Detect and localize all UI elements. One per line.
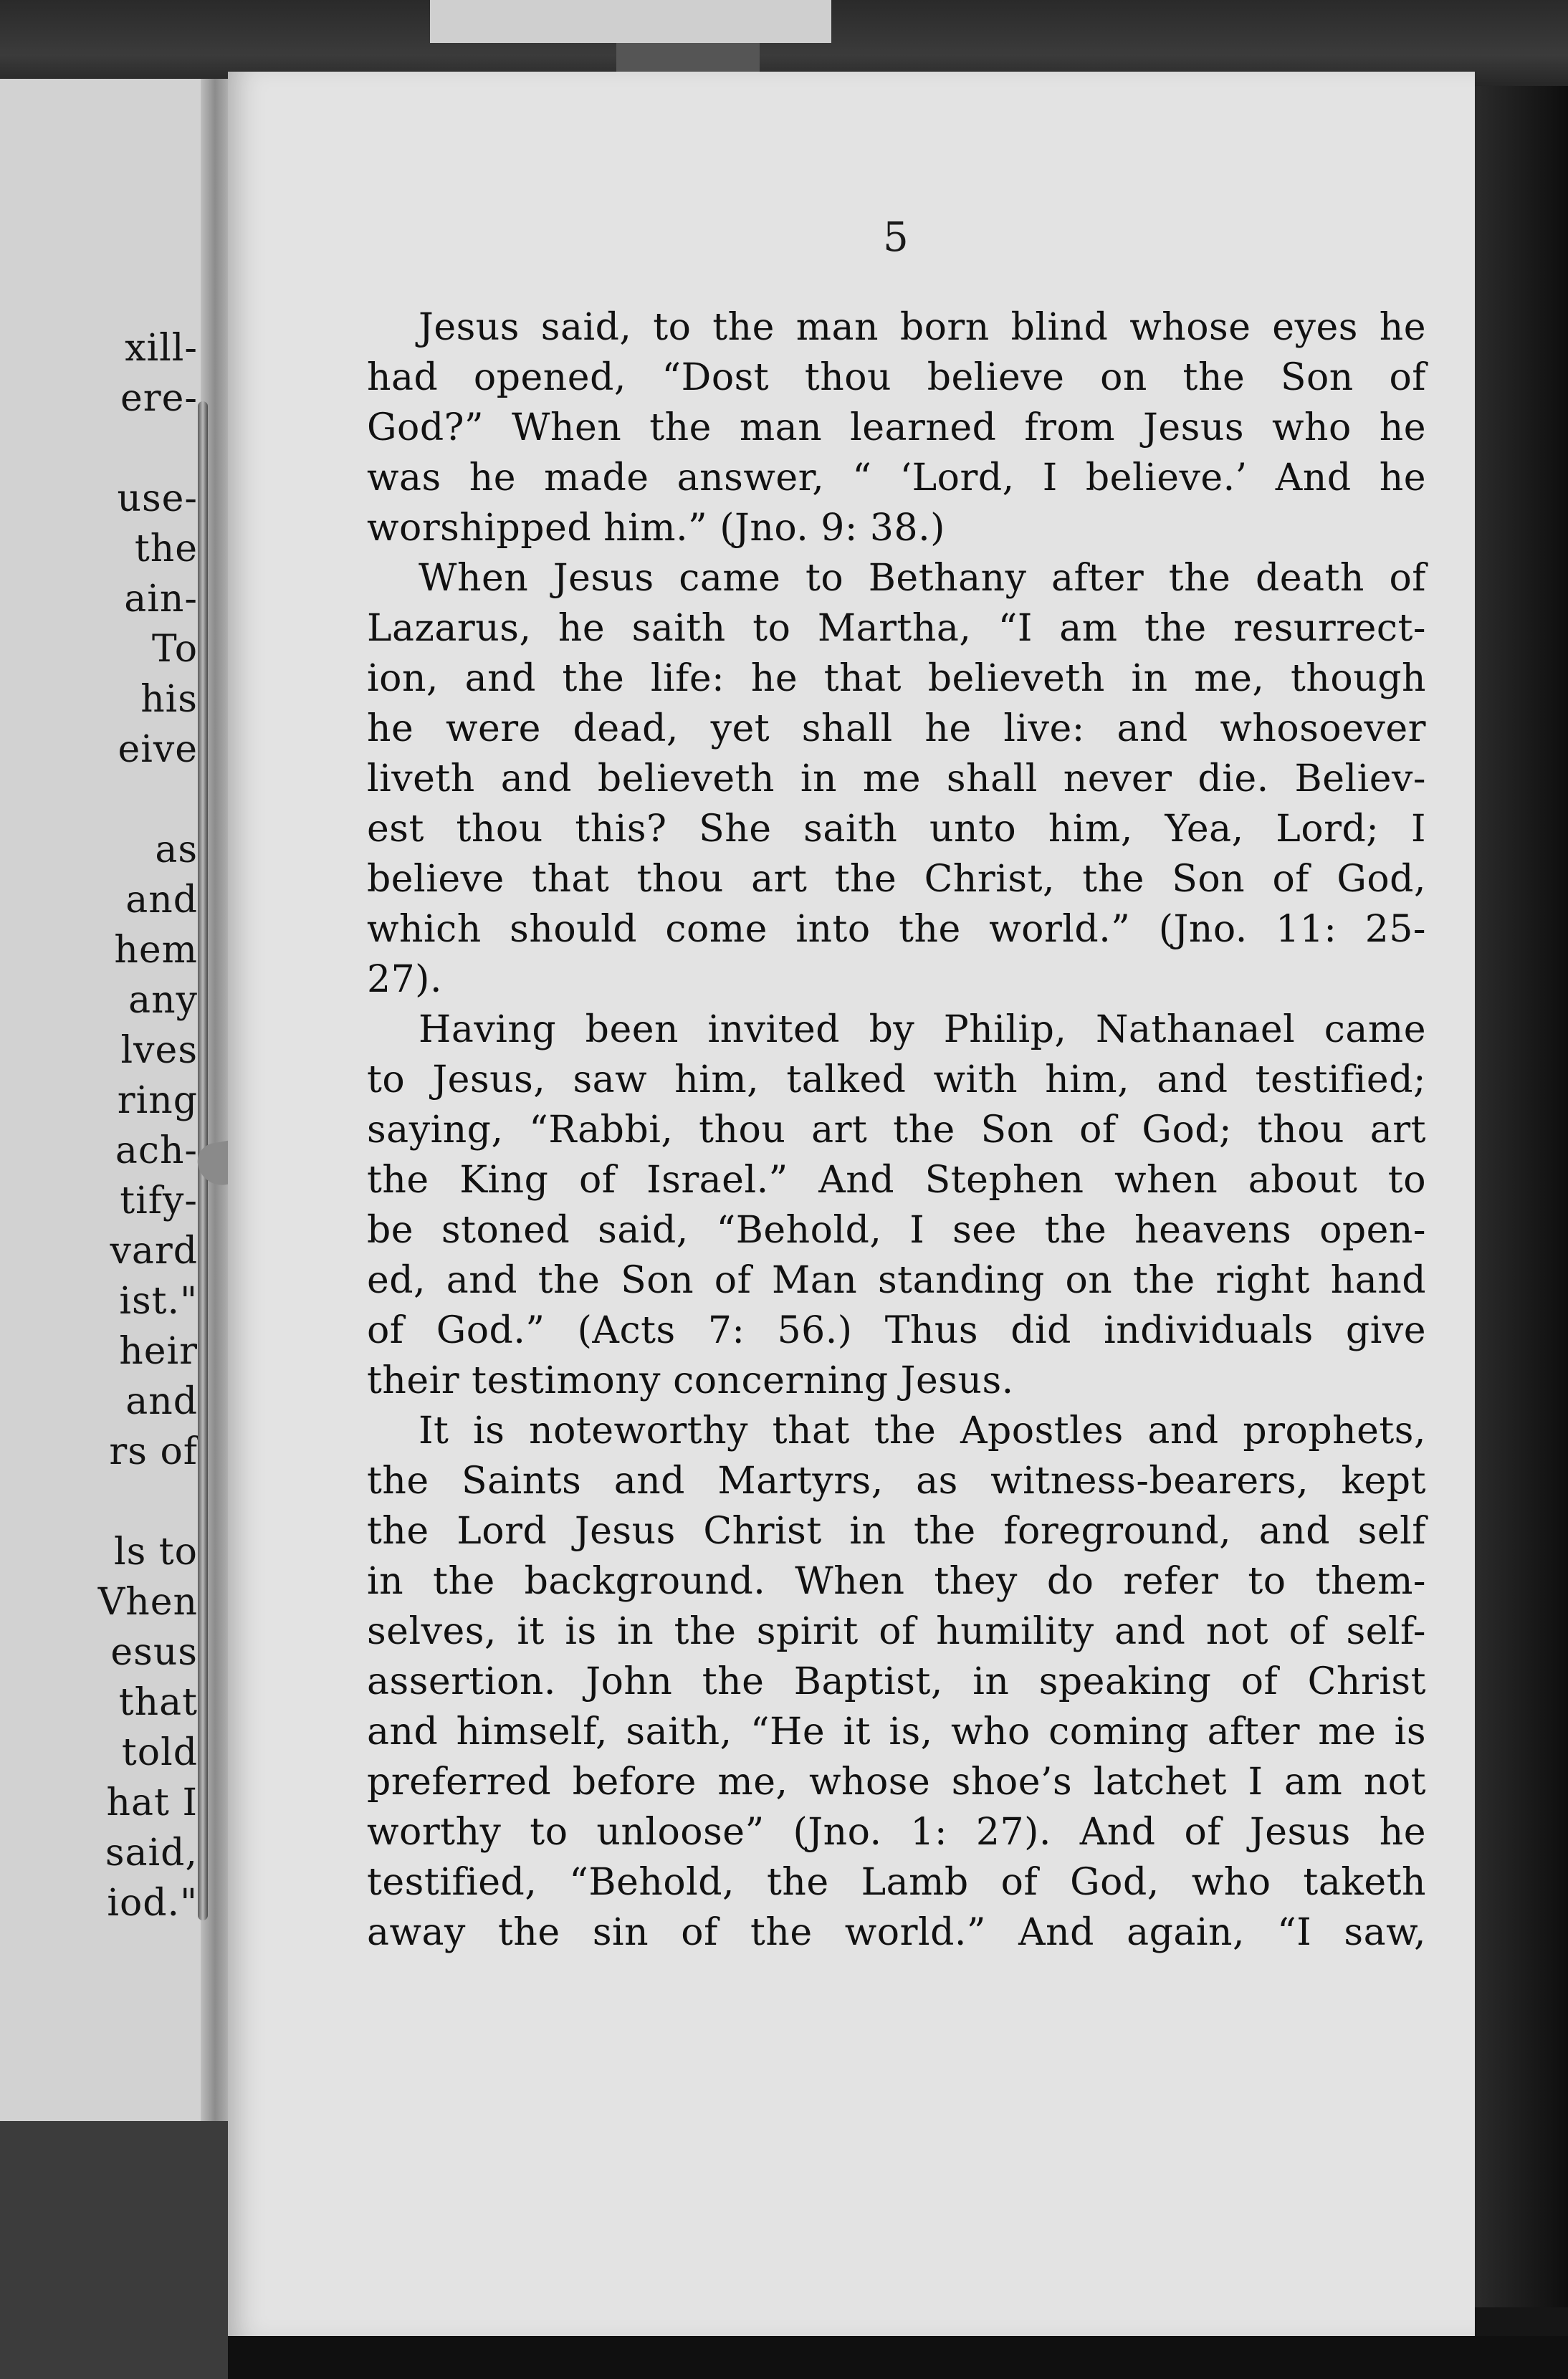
left-fragment: his	[140, 678, 198, 721]
text-line: to Jesus, saw him, talked with him, and testified;	[367, 1058, 1426, 1101]
text-line: Jesus said, to the man born blind whose eyes he	[419, 306, 1426, 349]
text-line: the Lord Jesus Christ in the foreground, and self	[367, 1510, 1426, 1553]
text-line: the King of Israel.” And Stephen when about to	[367, 1159, 1426, 1202]
text-line: worshipped him.” (Jno. 9: 38.)	[367, 507, 945, 550]
left-fragment: Vhen	[97, 1581, 198, 1624]
text-line: selves, it is in the spirit of humility and not of self-	[367, 1610, 1426, 1653]
text-line: he were dead, yet shall he live: and whosoever	[367, 707, 1426, 750]
left-fragment: xill-	[125, 327, 198, 370]
page-body-text	[367, 302, 1426, 1958]
bottom-background	[228, 2336, 1568, 2379]
left-fragment: said,	[105, 1832, 198, 1875]
text-line: was he made answer, “ ‘Lord, I believe.’ And he	[367, 456, 1426, 499]
left-fragment: ist."	[119, 1280, 198, 1323]
left-fragment: ain-	[124, 578, 198, 621]
left-fragment: that	[118, 1681, 198, 1724]
left-fragment: told	[121, 1731, 198, 1774]
text-line: preferred before me, whose shoe’s latchet I am not	[367, 1761, 1426, 1804]
left-fragment: any	[128, 979, 198, 1022]
text-line: God?” When the man learned from Jesus who he	[367, 406, 1426, 449]
left-fragment: eive	[118, 728, 198, 771]
left-fragment: lves	[120, 1029, 198, 1072]
left-fragment: tify-	[120, 1179, 198, 1222]
text-line: When Jesus came to Bethany after the death of	[419, 557, 1426, 600]
left-fragment: ls to	[113, 1531, 198, 1574]
text-line: 27).	[367, 958, 442, 1001]
left-fragment: To	[152, 628, 198, 671]
left-fragment: the	[134, 527, 198, 570]
text-line: their testimony concerning Jesus.	[367, 1359, 1014, 1402]
page-number: 5	[883, 214, 909, 261]
text-line: ed, and the Son of Man standing on the right hand	[367, 1259, 1426, 1302]
left-fragment: iod."	[107, 1882, 198, 1925]
text-line: the Saints and Martyrs, as witness-bearers, kept	[367, 1460, 1426, 1503]
left-fragment: and	[125, 879, 198, 922]
left-page	[0, 79, 208, 2121]
left-fragment: rs of	[109, 1430, 198, 1473]
left-fragment: vard	[110, 1230, 198, 1273]
text-line: away the sin of the world.” And again, “I saw,	[367, 1911, 1426, 1954]
text-line: had opened, “Dost thou believe on the Son of	[367, 356, 1426, 399]
bottom-cover-cloth	[0, 2121, 228, 2379]
text-line: saying, “Rabbi, thou art the Son of God; thou art	[367, 1109, 1426, 1152]
left-fragment: hat I	[106, 1781, 198, 1824]
text-line: believe that thou art the Christ, the Son of God,	[367, 858, 1426, 901]
text-line: which should come into the world.” (Jno. 11: 25-	[367, 908, 1426, 951]
text-line: est thou this? She saith unto him, Yea, Lord; I	[367, 808, 1426, 851]
text-line: testified, “Behold, the Lamb of God, who taketh	[367, 1861, 1426, 1904]
left-fragment: ach-	[115, 1129, 198, 1172]
text-line: assertion. John the Baptist, in speaking of Christ	[367, 1660, 1426, 1703]
left-fragment: ring	[117, 1079, 198, 1122]
text-line: worthy to unloose” (Jno. 1: 27). And of Jesus he	[367, 1811, 1426, 1854]
left-fragment: as	[155, 828, 198, 871]
left-fragment: hem	[114, 929, 198, 972]
text-line: ion, and the life: he that believeth in me, though	[367, 657, 1426, 700]
text-line: Having been invited by Philip, Nathanael came	[419, 1008, 1426, 1051]
text-line: It is noteworthy that the Apostles and prophets,	[419, 1409, 1426, 1452]
left-fragment: use-	[117, 477, 198, 520]
text-line: liveth and believeth in me shall never die. Believ-	[367, 757, 1426, 800]
text-line: and himself, saith, “He it is, who coming after me is	[367, 1710, 1426, 1753]
left-fragment: and	[125, 1380, 198, 1423]
right-page-edge	[1475, 86, 1568, 2307]
left-fragment: ere-	[120, 377, 198, 420]
text-line: of God.” (Acts 7: 56.) Thus did individuals give	[367, 1309, 1426, 1352]
binding-label	[430, 0, 831, 43]
left-fragment: heir	[119, 1330, 198, 1373]
left-fragment: esus	[110, 1631, 198, 1674]
text-line: Lazarus, he saith to Martha, “I am the resurrect-	[367, 607, 1426, 650]
text-line: in the background. When they do refer to them-	[367, 1560, 1426, 1603]
text-line: be stoned said, “Behold, I see the heavens open-	[367, 1209, 1426, 1252]
